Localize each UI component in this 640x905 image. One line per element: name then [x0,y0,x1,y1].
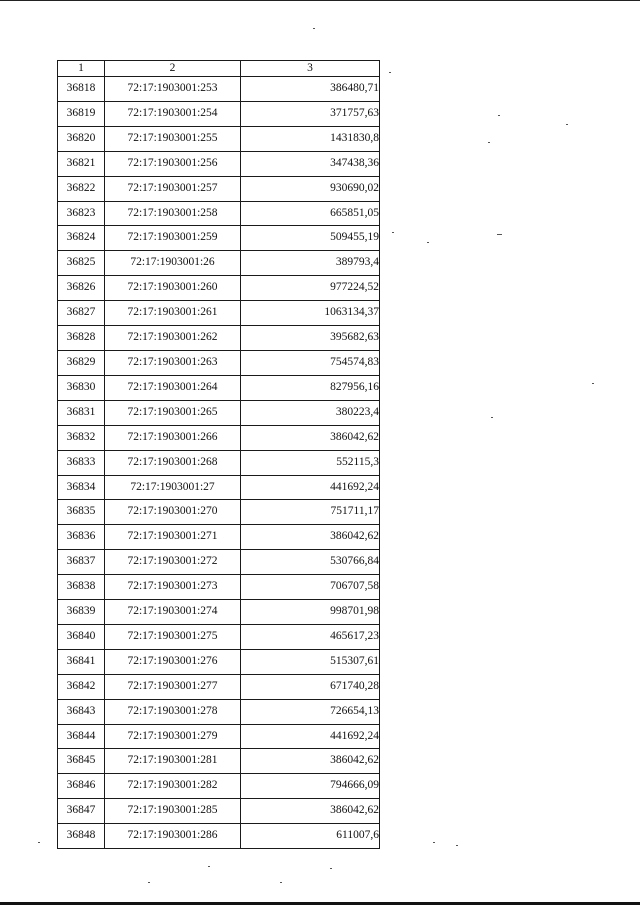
value-cell: 347438,36 [241,151,380,176]
table-row [58,400,380,425]
table-row [58,475,380,500]
row-number-cell: 36847 [58,799,105,824]
cadastral-number-cell: 72:17:1903001:281 [105,749,241,774]
table-row [58,276,380,301]
cadastral-number-cell: 72:17:1903001:273 [105,575,241,600]
row-number-cell: 36845 [58,749,105,774]
cadastral-number-cell: 72:17:1903001:261 [105,301,241,326]
table-row [58,699,380,724]
cadastral-number-cell: 72:17:1903001:270 [105,500,241,525]
row-number-cell: 36818 [58,77,105,102]
row-number-cell: 36839 [58,600,105,625]
value-cell: 754574,83 [241,350,380,375]
table-row [58,301,380,326]
cadastral-number-cell: 72:17:1903001:286 [105,824,241,849]
table-row [58,525,380,550]
cadastral-number-cell: 72:17:1903001:266 [105,425,241,450]
scan-speck [313,28,315,29]
scan-speck [38,842,40,843]
table-row [58,425,380,450]
row-number-cell: 36841 [58,649,105,674]
value-cell: 380223,4 [241,400,380,425]
cadastral-number-cell: 72:17:1903001:253 [105,77,241,102]
table-row [58,649,380,674]
row-number-cell: 36838 [58,575,105,600]
scan-speck [330,868,332,869]
header-col-3: 3 [241,61,380,77]
table-row [58,201,380,226]
value-cell: 977224,52 [241,276,380,301]
row-number-cell: 36833 [58,450,105,475]
cadastral-number-cell: 72:17:1903001:255 [105,126,241,151]
row-number-cell: 36848 [58,824,105,849]
row-number-cell: 36829 [58,350,105,375]
header-row [58,61,380,77]
value-cell: 751711,17 [241,500,380,525]
row-number-cell: 36834 [58,475,105,500]
table-row [58,824,380,849]
table-row [58,799,380,824]
row-number-cell: 36826 [58,276,105,301]
value-cell: 827956,16 [241,375,380,400]
table-row [58,450,380,475]
row-number-cell: 36820 [58,126,105,151]
table-row [58,749,380,774]
row-number-cell: 36832 [58,425,105,450]
table-row [58,151,380,176]
table-row [58,101,380,126]
value-cell: 386042,62 [241,525,380,550]
cadastral-number-cell: 72:17:1903001:271 [105,525,241,550]
cadastral-number-cell: 72:17:1903001:264 [105,375,241,400]
value-cell: 395682,63 [241,326,380,351]
cadastral-number-cell: 72:17:1903001:26 [105,251,241,276]
table-row [58,251,380,276]
table-row [58,126,380,151]
value-cell: 706707,58 [241,575,380,600]
row-number-cell: 36823 [58,201,105,226]
value-cell: 671740,28 [241,674,380,699]
table-body [58,77,380,849]
value-cell: 998701,98 [241,600,380,625]
row-number-cell: 36840 [58,624,105,649]
table-row [58,774,380,799]
cadastral-number-cell: 72:17:1903001:254 [105,101,241,126]
value-cell: 371757,63 [241,101,380,126]
row-number-cell: 36822 [58,176,105,201]
cadastral-number-cell: 72:17:1903001:258 [105,201,241,226]
value-cell: 515307,61 [241,649,380,674]
row-number-cell: 36828 [58,326,105,351]
table-row [58,575,380,600]
table-row [58,375,380,400]
table-row [58,600,380,625]
scan-speck [427,242,429,243]
cadastral-number-cell: 72:17:1903001:268 [105,450,241,475]
cadastral-number-cell: 72:17:1903001:256 [105,151,241,176]
cadastral-number-cell: 72:17:1903001:263 [105,350,241,375]
table-row [58,326,380,351]
row-number-cell: 36827 [58,301,105,326]
row-number-cell: 36837 [58,550,105,575]
table-row [58,226,380,251]
scan-speck [498,115,500,116]
value-cell: 665851,05 [241,201,380,226]
row-number-cell: 36846 [58,774,105,799]
scan-speck [280,882,282,883]
value-cell: 389793,4 [241,251,380,276]
table-row [58,176,380,201]
table-header [58,61,380,77]
cadastral-number-cell: 72:17:1903001:257 [105,176,241,201]
cadastral-number-cell: 72:17:1903001:279 [105,724,241,749]
table-row [58,674,380,699]
value-cell: 509455,19 [241,226,380,251]
value-cell: 611007,6 [241,824,380,849]
cadastral-number-cell: 72:17:1903001:282 [105,774,241,799]
scan-speck [456,845,458,846]
cadastral-number-cell: 72:17:1903001:274 [105,600,241,625]
value-cell: 726654,13 [241,699,380,724]
scan-speck [566,124,568,125]
row-number-cell: 36824 [58,226,105,251]
scan-speck [497,234,502,235]
value-cell: 386480,71 [241,77,380,102]
scan-speck [592,383,594,384]
row-number-cell: 36821 [58,151,105,176]
value-cell: 441692,24 [241,724,380,749]
table-row [58,724,380,749]
scan-speck [491,417,493,418]
scan-speck [389,72,391,73]
header-col-2: 2 [105,61,241,77]
scan-speck [488,142,490,143]
value-cell: 441692,24 [241,475,380,500]
header-col-1: 1 [58,61,105,77]
value-cell: 552115,3 [241,450,380,475]
row-number-cell: 36842 [58,674,105,699]
value-cell: 386042,62 [241,749,380,774]
table-row [58,500,380,525]
row-number-cell: 36844 [58,724,105,749]
cadastral-number-cell: 72:17:1903001:278 [105,699,241,724]
value-cell: 386042,62 [241,425,380,450]
scan-speck [433,842,435,843]
scan-speck [392,232,394,233]
cadastral-number-cell: 72:17:1903001:27 [105,475,241,500]
cadastral-number-cell: 72:17:1903001:275 [105,624,241,649]
value-cell: 1431830,8 [241,126,380,151]
cadastral-number-cell: 72:17:1903001:262 [105,326,241,351]
cadastral-number-cell: 72:17:1903001:265 [105,400,241,425]
cadastral-number-cell: 72:17:1903001:285 [105,799,241,824]
cadastral-number-cell: 72:17:1903001:272 [105,550,241,575]
cadastral-number-cell: 72:17:1903001:260 [105,276,241,301]
row-number-cell: 36831 [58,400,105,425]
scan-speck [208,866,210,867]
cadastral-number-cell: 72:17:1903001:276 [105,649,241,674]
cadastral-number-cell: 72:17:1903001:259 [105,226,241,251]
scan-speck [148,882,150,883]
scan-top-edge [0,0,640,1]
table-row [58,624,380,649]
value-cell: 386042,62 [241,799,380,824]
value-cell: 465617,23 [241,624,380,649]
cadastral-number-cell: 72:17:1903001:277 [105,674,241,699]
row-number-cell: 36830 [58,375,105,400]
table-row [58,350,380,375]
value-cell: 1063134,37 [241,301,380,326]
value-cell: 794666,09 [241,774,380,799]
value-cell: 930690,02 [241,176,380,201]
table-row [58,77,380,102]
cadastral-value-table [57,60,380,849]
row-number-cell: 36819 [58,101,105,126]
row-number-cell: 36843 [58,699,105,724]
row-number-cell: 36835 [58,500,105,525]
row-number-cell: 36825 [58,251,105,276]
table-row [58,550,380,575]
value-cell: 530766,84 [241,550,380,575]
row-number-cell: 36836 [58,525,105,550]
